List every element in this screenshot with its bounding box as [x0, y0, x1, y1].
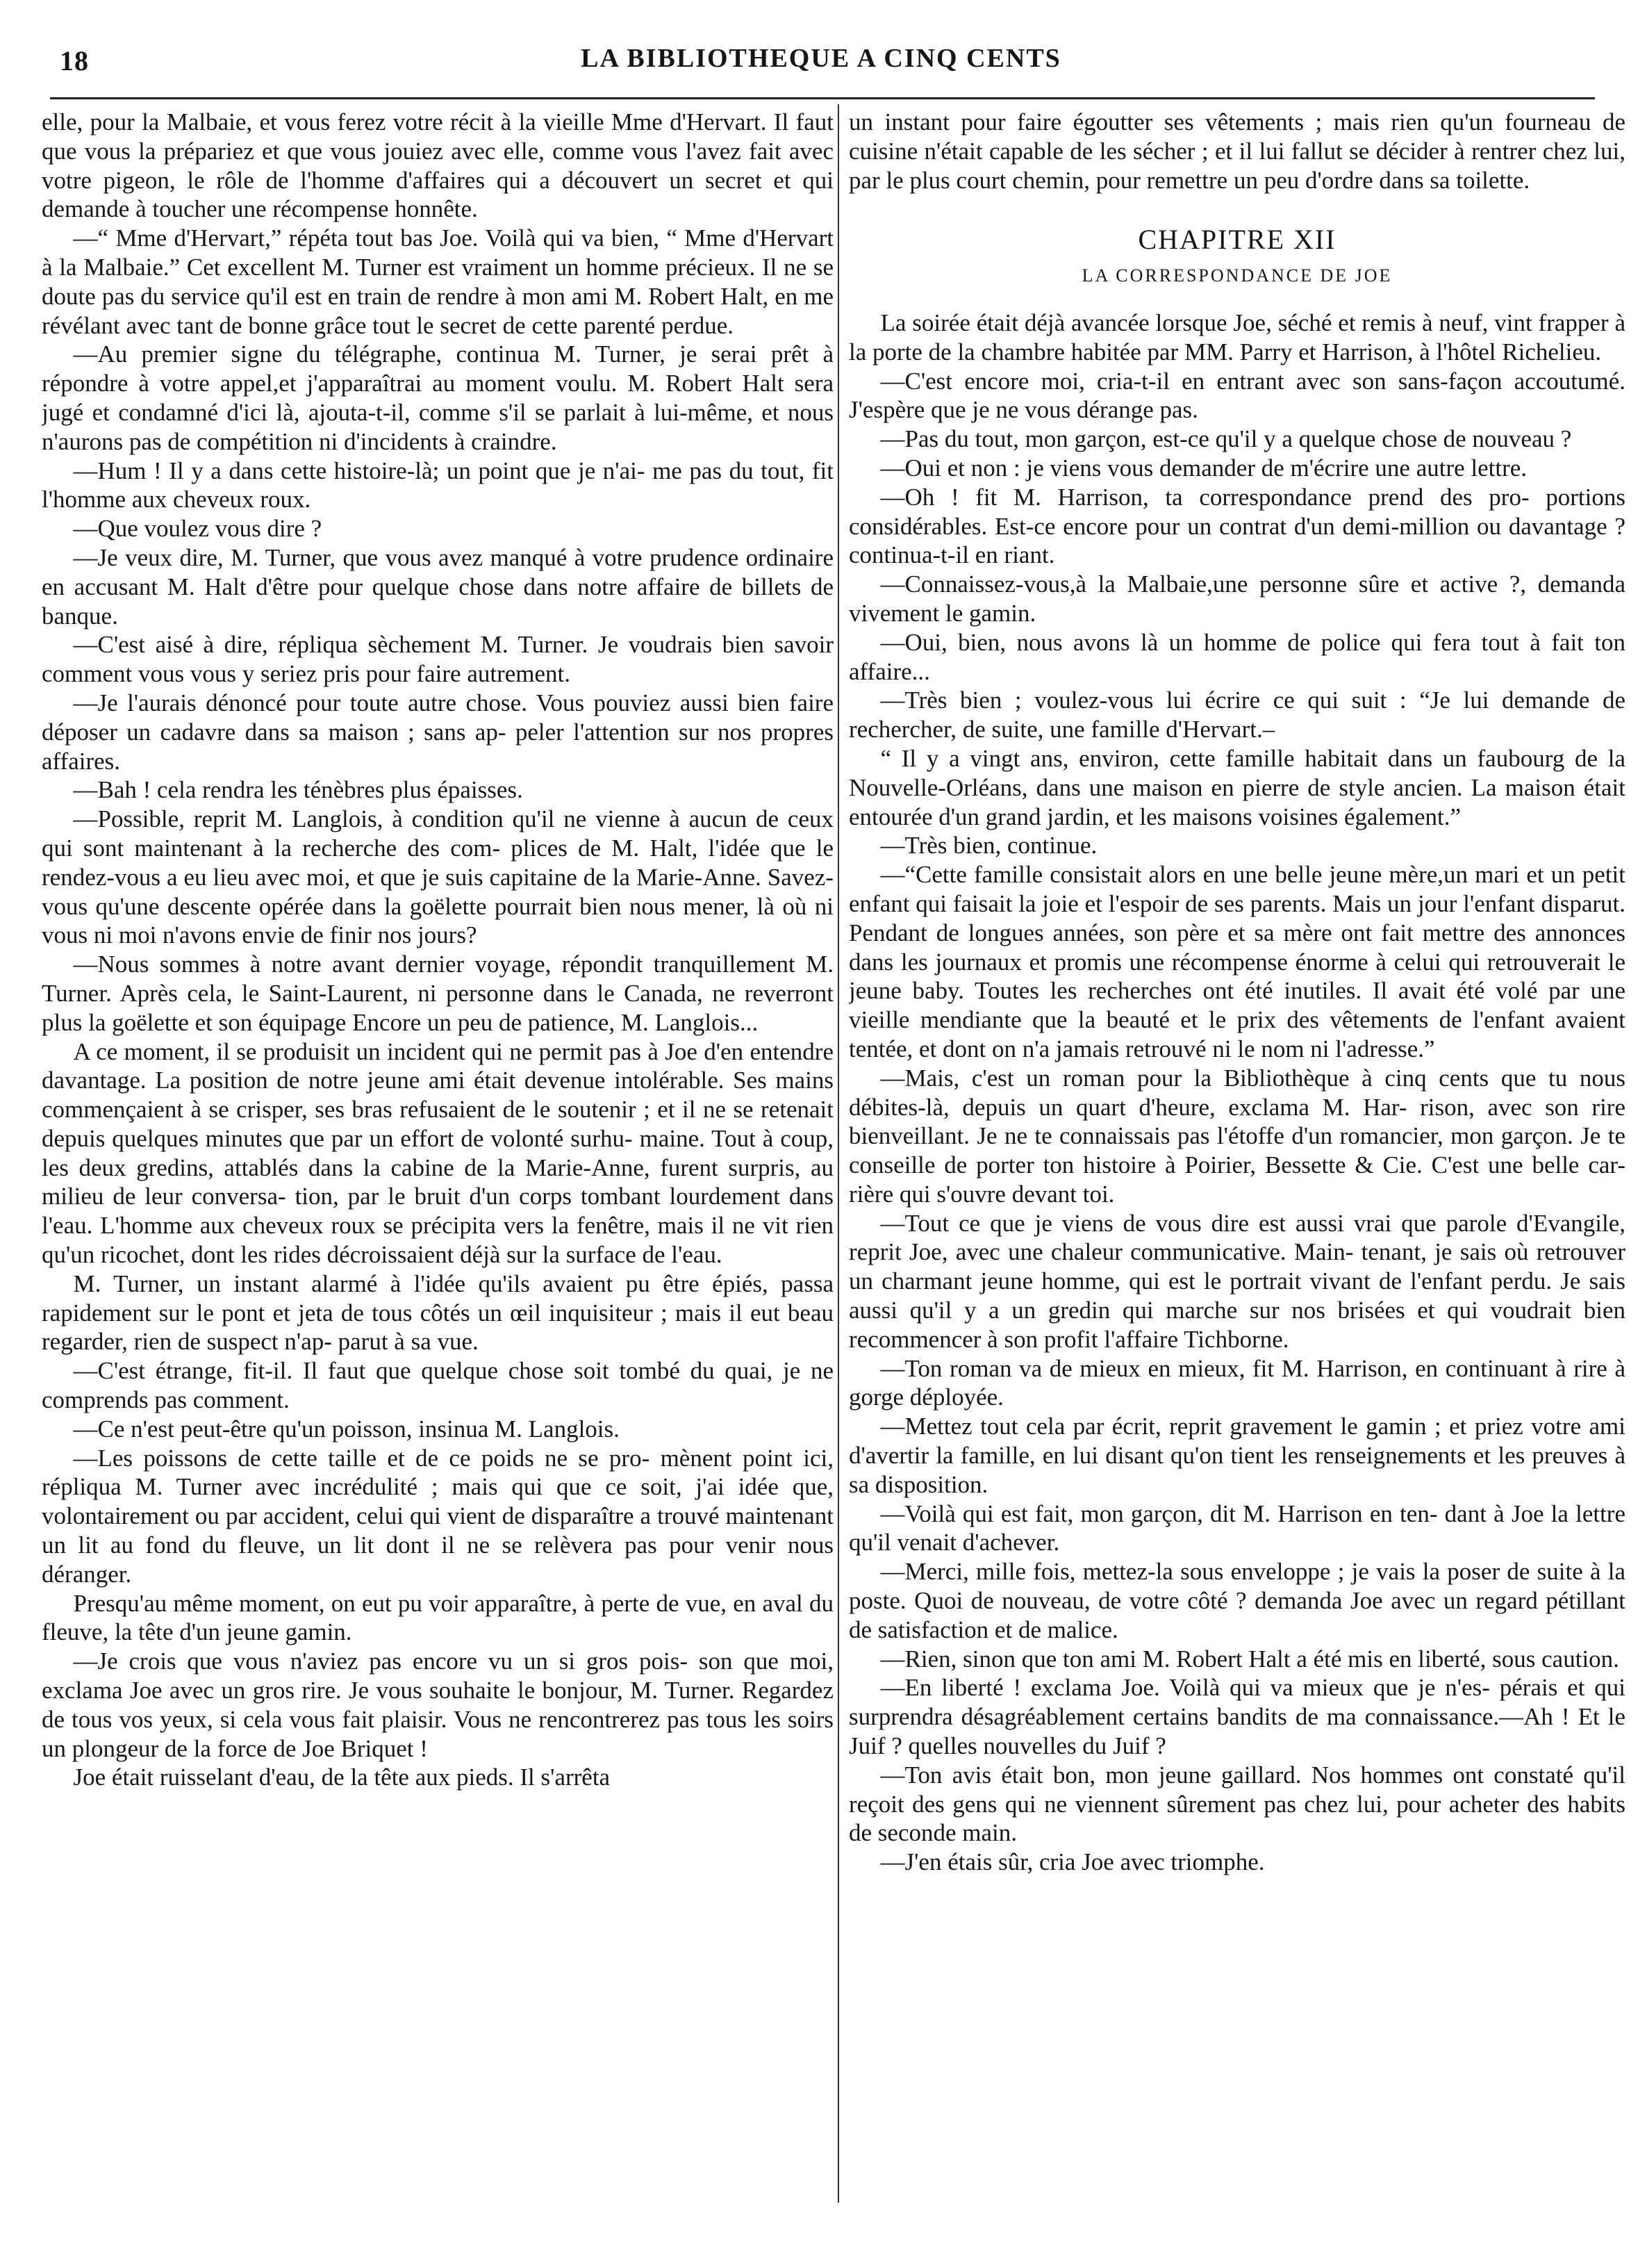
paragraph: Joe était ruisselant d'eau, de la tête aux pieds. Il s'arrêta [73, 1764, 611, 1791]
paragraph: elle, pour la Malbaie, et vous ferez votre récit à la vieille Mme d'Hervart. Il faut que vous la prépariez et que vous jouiez avec elle, comme vous l'avez fait avec votre pigeon, le rôle de l'homme d'affaires qui a découvert un secret et qui demande à toucher une récompense honnête. [42, 108, 834, 223]
running-title: LA BIBLIOTHEQUE A CINQ CENTS [581, 44, 1061, 73]
paragraph: A ce moment, il se produisit un incident qui ne permit pas à Joe d'en entendre davantage. La position de notre jeune ami était devenue intolérable. Ses mains commençaient à se crisper, ses bras refusaient de le soutenir ; et il ne se retenait depuis quelques minutes que par un effort de volonté surhu- maine. Tout à coup, les deux gredins, attablés dans la cabine de la Marie-Anne, furent surpris, au milieu de leur conversa- tion, par le bruit d'un corps tombant lourdement dans l'eau. L'homme aux cheveux roux se précipita vers la fenêtre, mais il ne vit rien qu'un ricochet, dont les rides décroissaient déjà sur la surface de l'eau. [42, 1037, 834, 1269]
chapter-title: CHAPITRE XII [1138, 224, 1336, 256]
paragraph: —C'est étrange, fit-il. Il faut que quelque chose soit tombé du quai, je ne comprends pas comment. [42, 1357, 834, 1414]
paragraph: —Que voulez vous dire ? [73, 515, 322, 543]
paragraph: —Voilà qui est fait, mon garçon, dit M. Harrison en ten- dant à Joe la lettre qu'il venait d'achever. [849, 1499, 1625, 1556]
paragraph: —Oh ! fit M. Harrison, ta correspondance prend des pro- portions considérables. Est-ce encore pour un contrat d'un demi-million ou davantage ? continua-t-il en riant. [849, 483, 1625, 569]
paragraph: —Connaissez-vous,à la Malbaie,une personne sûre et active ?, demanda vivement le gamin. [849, 570, 1625, 627]
paragraph: —Oui, bien, nous avons là un homme de police qui fera tout à fait ton affaire... [849, 628, 1625, 685]
paragraph: —Possible, reprit M. Langlois, à condition qu'il ne vienne à aucun de ceux qui sont maintenant à la recherche des com- plices de M. Halt, l'idée que le rendez-vous a eu lieu avec moi, et que je suis capitaine de la Marie-Anne. Savez-vous qu'une descente opérée dans la goëlette pourrait bien nous mener, là où ni vous ni moi n'avons envie de finir nos jours? [42, 805, 834, 949]
paragraph: M. Turner, un instant alarmé à l'idée qu'ils avaient pu être épiés, passa rapidement sur le pont et jeta de tous côtés un œil inquisiteur ; mais il eut beau regarder, rien de suspect n'ap- parut à sa vue. [42, 1269, 834, 1356]
paragraph: —“Cette famille consistait alors en une belle jeune mère,un mari et un petit enfant qui faisait la joie et l'espoir de ses parents. Mais un jour l'enfant disparut. Pendant de longues années, son père et sa mère ont fait mettre des annonces dans les journaux et promis une récompense énorme à celui qui retrouverait le jeune baby. Toutes les recherches ont été inutiles. Il avait été volé par une vieille mendiante que la beauté et le prix des vêtements de l'enfant avaient tentée, et dont on n'a jamais retrouvé ni le nom ni l'adresse.” [849, 861, 1625, 1062]
paragraph: —Mettez tout cela par écrit, reprit gravement le gamin ; et priez votre ami d'avertir la famille, en lui disant qu'on tient les renseignements et les preuves à sa disposition. [849, 1413, 1625, 1498]
paragraph: —Tout ce que je viens de vous dire est aussi vrai que parole d'Evangile, reprit Joe, avec une chaleur communicative. Main- tenant, je sais où retrouver un charmant jeune homme, qui est le portrait vivant de l'enfant perdu. Je sais aussi qu'il y a un gredin qui marche sur nos brisées et qui voudrait bien recommencer à son profit l'affaire Tichborne. [849, 1209, 1625, 1353]
paragraph: —Très bien, continue. [880, 832, 1098, 860]
paragraph: Presqu'au même moment, on eut pu voir apparaître, à perte de vue, en aval du fleuve, la tête d'un jeune gamin. [42, 1589, 834, 1646]
paragraph: “ Il y a vingt ans, environ, cette famille habitait dans un faubourg de la Nouvelle-Orléans, dans une maison en pierre de style ancien. La maison était entourée d'un grand jardin, et les maisons voisines également.” [849, 744, 1625, 830]
paragraph: —Ton roman va de mieux en mieux, fit M. Harrison, en continuant à rire à gorge déployée. [849, 1354, 1625, 1411]
paragraph: —Nous sommes à notre avant dernier voyage, répondit tranquillement M. Turner. Après cela, le Saint-Laurent, ni personne dans le Canada, ne reverront plus la goëlette et son équipage Encore un peu de patience, M. Langlois... [42, 951, 834, 1036]
paragraph: —Bah ! cela rendra les ténèbres plus épaisses. [73, 776, 523, 804]
paragraph: La soirée était déjà avancée lorsque Joe, séché et remis à neuf, vint frapper à la porte de la chambre habitée par MM. Parry et Harrison, à l'hôtel Richelieu. [849, 309, 1625, 365]
page-number: 18 [60, 45, 89, 76]
paragraph: —En liberté ! exclama Joe. Voilà qui va mieux que je n'es- pérais et qui surprendra désagréablement certains bandits de ma connaissance.—Ah ! Et le Juif ? quelles nouvelles du Juif ? [849, 1674, 1625, 1760]
paragraph: —“ Mme d'Hervart,” répéta tout bas Joe. Voilà qui va bien, “ Mme d'Hervart à la Malbaie.” Cet excellent M. Turner est vraiment un homme précieux. Il ne se doute pas du service qu'il est en train de rendre à mon ami M. Robert Halt, en me révélant avec tant de bonne grâce tout le secret de cette parenté perdue. [42, 224, 834, 339]
paragraph: —Oui et non : je viens vous demander de m'écrire une autre lettre. [880, 454, 1528, 482]
page-header [50, 39, 1592, 81]
paragraph: —J'en étais sûr, cria Joe avec triomphe. [880, 1848, 1265, 1876]
chapter-subtitle: LA CORRESPONDANCE DE JOE [1082, 265, 1393, 286]
paragraph: —Je veux dire, M. Turner, que vous avez manqué à votre prudence ordinaire en accusant M. Halt d'être pour quelque chose dans notre affaire de billets de banque. [42, 543, 834, 630]
paragraph: —Hum ! Il y a dans cette histoire-là; un point que je n'ai- me pas du tout, fit l'homme aux cheveux roux. [42, 457, 834, 513]
paragraph: —C'est encore moi, cria-t-il en entrant avec son sans-façon accoutumé. J'espère que je ne vous dérange pas. [849, 367, 1625, 424]
paragraph: —Les poissons de cette taille et de ce poids ne se pro- mènent point ici, répliqua M. Turner avec incrédulité ; mais qui que ce soit, j'ai idée que, volontairement ou par accident, celui qui vient de disparaître a trouvé maintenant un lit au fond du fleuve, un lit dont il ne se relèvera pas pour venir nous déranger. [42, 1444, 834, 1588]
paragraph: —Ton avis était bon, mon jeune gaillard. Nos hommes ont constaté qu'il reçoit des gens qui ne viennent sûrement pas chez lui, pour acheter des habits de seconde main. [849, 1761, 1625, 1847]
paragraph: —Pas du tout, mon garçon, est-ce qu'il y a quelque chose de nouveau ? [880, 425, 1572, 453]
paragraph: —C'est aisé à dire, répliqua sèchement M. Turner. Je voudrais bien savoir comment vous vous y seriez pris pour faire autrement. [42, 631, 834, 688]
paragraph: —Je crois que vous n'aviez pas encore vu un si gros pois- son que moi, exclama Joe avec un gros rire. Je vous souhaite le bonjour, M. Turner. Regardez de tous vos yeux, si cela vous fait plaisir. Vous ne rencontrerez pas tous les soirs un plongeur de la force de Joe Briquet ! [42, 1647, 834, 1762]
paragraph: —Merci, mille fois, mettez-la sous enveloppe ; je vais la poser de suite à la poste. Quoi de nouveau, de votre côté ? demanda Joe avec un regard pétillant de satisfaction et de malice. [849, 1558, 1625, 1643]
header-rule [50, 97, 1595, 99]
paragraph: —Ce n'est peut-être qu'un poisson, insinua M. Langlois. [73, 1415, 620, 1443]
paragraph: —Au premier signe du télégraphe, continua M. Turner, je serai prêt à répondre à votre appel,et j'apparaîtrai au moment voulu. M. Robert Halt sera jugé et condamné d'ici là, ajouta-t-il, comme s'il se parlait à lui-même, et nous n'aurons pas de compétition ni d'incidents à craindre. [42, 340, 834, 455]
paragraph: un instant pour faire égoutter ses vêtements ; mais rien qu'un fourneau de cuisine n'était capable de les sécher ; et il lui fallut se décider à rentrer chez lui, par le plus court chemin, pour remettre un peu d'ordre dans sa toilette. [849, 108, 1625, 194]
right-column [849, 108, 1625, 2234]
column-divider [838, 104, 839, 2203]
paragraph: —Très bien ; voulez-vous lui écrire ce qui suit : “Je lui demande de rechercher, de suite, une famille d'Hervart.– [849, 687, 1625, 743]
paragraph: —Rien, sinon que ton ami M. Robert Halt a été mis en liberté, sous caution. [880, 1645, 1619, 1673]
left-column [42, 108, 834, 2234]
paragraph: —Je l'aurais dénoncé pour toute autre chose. Vous pouviez aussi bien faire déposer un cadavre dans sa maison ; sans ap- peler l'attention sur nos propres affaires. [42, 689, 834, 775]
paragraph: —Mais, c'est un roman pour la Bibliothèque à cinq cents que tu nous débites-là, depuis un quart d'heure, exclama M. Har- rison, avec son rire bienveillant. Je ne te connaissais pas l'étoffe d'un romancier, mon garçon. Je te conseille de porter ton histoire à Poirier, Bessette & Cie. C'est une belle car- rière qui s'ouvre devant toi. [849, 1064, 1625, 1208]
